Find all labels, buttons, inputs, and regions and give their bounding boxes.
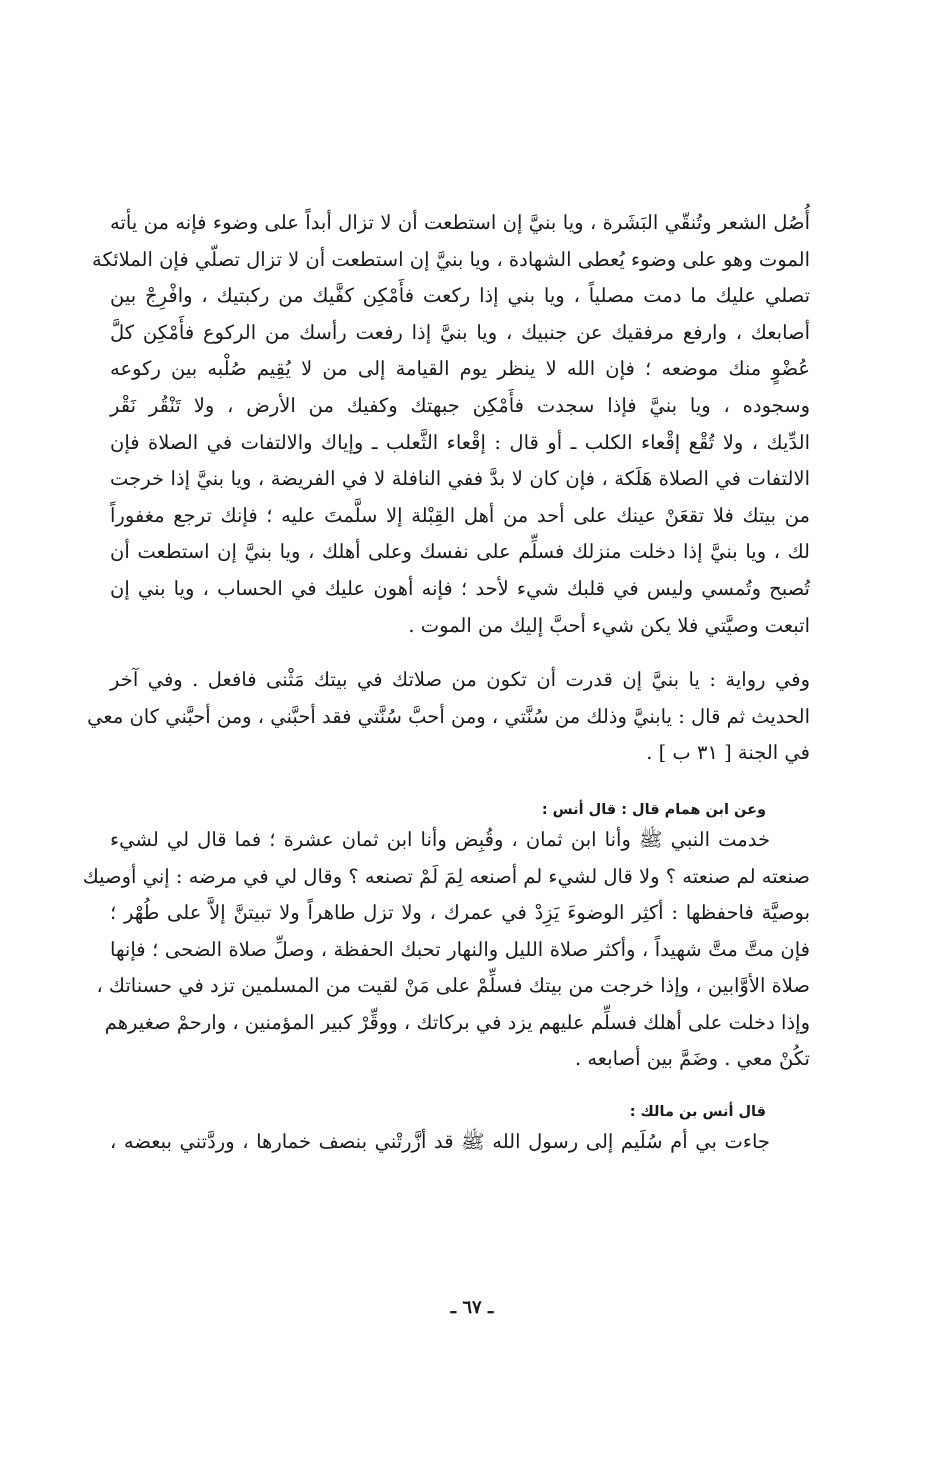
- text-line: صنعته لم صنعته ؟ ولا قال لشيء لم أصنعه لِمَ لَمْ تصنعه ؟ وقال لي في مرضه : إني أوصيك: [82, 864, 810, 888]
- text-line: تكُنْ معي . وضَمَّ بين أصابعه .: [574, 1047, 810, 1071]
- text-line: الدِّيك ، ولا تُقْع إقْعاء الكلب ـ أو قال : إقْعاء الثَّعلب ـ وإياك والالتفات في الصلاة فإن: [110, 430, 810, 454]
- text-line: صلاة الأوَّابين ، وإذا خرجت من بيتك فسلِّمْ على مَنْ لقيت من المسلمين تزد في حسناتك ،: [96, 974, 810, 998]
- text-line: وفي رواية : يا بنيَّ إن قدرت أن تكون من صلاتك في بيتك مَثْنى فافعل . وفي آخر: [110, 668, 810, 692]
- text-line: لك ، ويا بنيَّ إذا دخلت منزلك فسلِّم على نفسك وعلى أهلك ، ويا بنيَّ إن استطعت أن: [110, 540, 810, 564]
- paragraph-riwaya: [87, 662, 810, 772]
- text-line: وسجوده ، ويا بنيَّ فإذا سجدت فأَمْكِن جبهتك وكفيك من الأرض ، ولا تَنْقُر نَقْر: [110, 393, 810, 417]
- text-line: الحديث ثم قال : يابنيَّ وذلك من سُنَّتي ، ومن أحبَّ سُنَّتي فقد أحبَّني ، ومن أحبَّني كان معي: [87, 704, 810, 728]
- section-heading-ibn-hammam: وعن ابن همام قال : قال أنس :: [541, 801, 766, 818]
- page-body: [82, 205, 810, 1161]
- text-line: تُصبح وتُمسي وليس في قلبك شيء لأحد ؛ فإنه أهون عليك في الحساب ، ويا بني إن: [110, 576, 810, 600]
- text-line: عُضْوٍ منك موضعه ؛ فإن الله لا ينظر يوم القيامة إلى من لا يُقِيم صُلْبه بين ركوعه: [110, 357, 810, 381]
- text-line: في الجنة [ ٣١ ب ] .: [646, 741, 810, 765]
- text-line: أصابعك ، وارفع مرفقيك عن جنبيك ، ويا بنيَّ إذا رفعت رأسك من الركوع فأَمْكِن كلَّ: [110, 320, 810, 344]
- text-line: الالتفات في الصلاة هَلَكة ، فإن كان لا بدَّ ففي النافلة لا في الفريضة ، ويا بنيَّ إذا خرجت: [110, 467, 810, 491]
- paragraph-wasiyya: [92, 205, 810, 644]
- text-line: فإن متَّ متَّ شهيداً ، وأكثر صلاة الليل والنهار تحبك الحفظة ، وصلِّ صلاة الضحى ؛ فإنها: [110, 937, 810, 961]
- text-line: خدمت النبي ﷺ وأنا ابن ثمان ، وقُبِض وأنا ابن ثمان عشرة ؛ فما قال لي لشيء: [110, 827, 770, 851]
- text-line: جاءت بي أم سُلَيم إلى رسول الله ﷺ قد أزَّرتْني بنصف خمارها ، وردَّتني ببعضه ،: [110, 1130, 770, 1154]
- text-line: الموت وهو على وضوء يُعطى الشهادة ، ويا بنيَّ إن استطعت أن لا تزال تصلّي فإن الملائكة: [92, 247, 810, 271]
- paragraph-anas-hadith: [82, 822, 810, 1078]
- text-line: تصلي عليك ما دمت مصلياً ، ويا بني إذا ركعت فأَمْكِن كفَّيك من ركبتيك ، وافْرِجْ بين: [110, 284, 810, 308]
- text-line: أُصُل الشعر وتُنقّي البَشَرة ، ويا بنيَّ إن استطعت أن لا تزال أبداً على وضوء فإنه من يأته: [110, 211, 810, 234]
- text-line: وإذا دخلت على أهلك فسلِّم عليهم يزد في بركاتك ، ووقِّرْ كبير المؤمنين ، وارحمْ صغيرهم: [104, 1010, 810, 1034]
- paragraph-umm-sulaym: [110, 1124, 810, 1161]
- text-line: من بيتك فلا تقعَنْ عينك على أحد من أهل القِبْلة إلا سلَّمتَ عليه ؛ فإنك ترجع مغفوراً: [110, 503, 810, 527]
- page-number: ـ ٦٧ ـ: [450, 1297, 494, 1318]
- text-line: اتبعت وصيَّتي فلا يكن شيء أحبَّ إليك من الموت .: [408, 613, 810, 637]
- text-line: بوصيَّة فاحفظها : أكثِر الوضوءَ يَزِدْ في عمرك ، ولا تزل طاهراً ولا تبيتنَّ إلاَّ على طُهْر ؛: [110, 901, 810, 925]
- section-heading-anas-ibn-malik: قال أنس بن مالك :: [629, 1104, 766, 1121]
